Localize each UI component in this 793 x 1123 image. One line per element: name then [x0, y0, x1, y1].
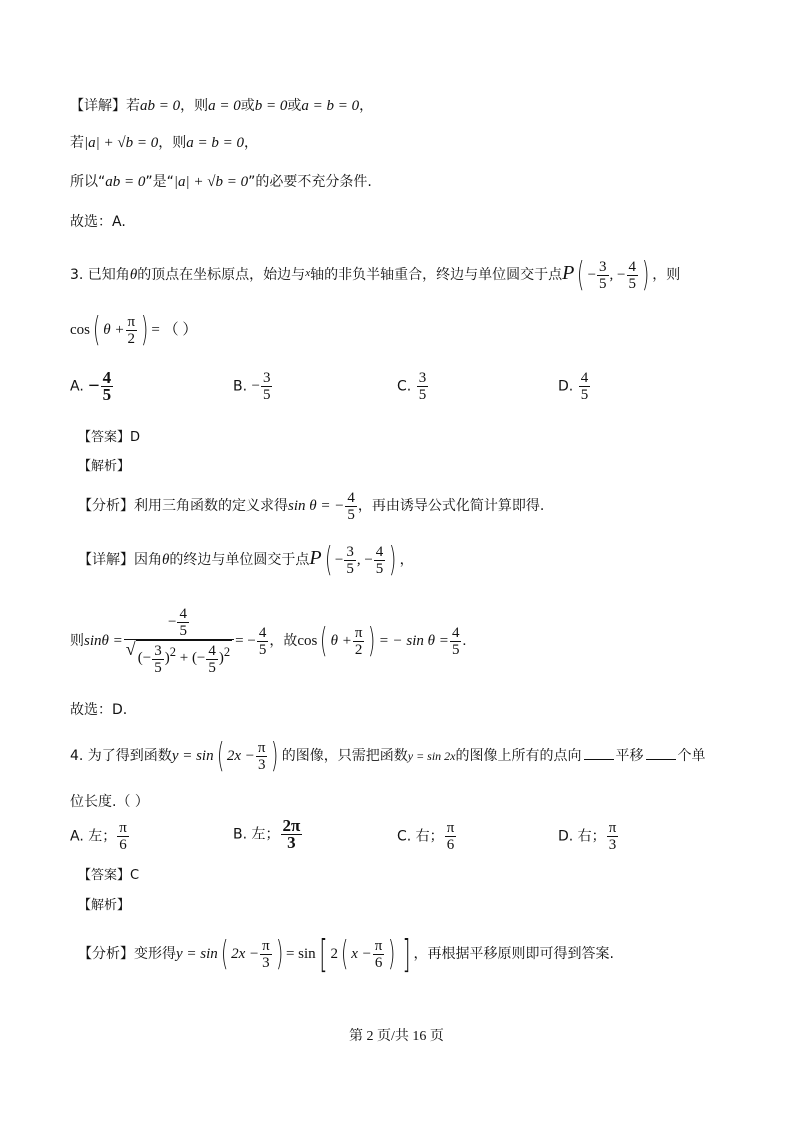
- option-letter: A.: [70, 378, 84, 395]
- fraction: [152, 643, 164, 676]
- detail-text: ”是“: [145, 174, 174, 190]
- fenxi-text: 【分析】利用三角函数的定义求得: [78, 498, 288, 514]
- denominator: 3: [256, 756, 268, 773]
- denominator: 3: [607, 836, 619, 853]
- exponent: 2: [169, 645, 176, 660]
- paren-open: (: [340, 934, 349, 974]
- paren-close: ): [388, 934, 396, 974]
- math: 2x −: [231, 946, 260, 962]
- detail-text: ，则: [180, 98, 209, 114]
- math: cos: [70, 322, 90, 338]
- fraction: [417, 370, 429, 403]
- paren-close: ): [368, 621, 376, 661]
- paren-open: (: [320, 621, 328, 661]
- detail-text: ”的必要不充分条件.: [248, 174, 372, 190]
- option-letter: B.: [233, 378, 248, 395]
- fraction: [627, 259, 639, 292]
- paren-open: (: [324, 540, 332, 580]
- fraction: [260, 938, 272, 971]
- numerator: 4: [258, 624, 267, 641]
- math: −: [587, 267, 597, 283]
- option-4b[interactable]: [233, 818, 303, 851]
- q-text: ，则: [652, 267, 681, 283]
- math: |a| + √b = 0: [84, 135, 159, 151]
- paren-open: (: [577, 255, 585, 295]
- denominator: 5: [179, 623, 187, 640]
- math: θ +: [103, 322, 125, 338]
- fraction: [597, 259, 609, 292]
- fraction: [445, 820, 457, 853]
- q-text: 的图像上所有的点向: [455, 748, 582, 764]
- math: −: [167, 614, 177, 631]
- math: = sin: [285, 946, 316, 962]
- denominator: 6: [445, 836, 457, 853]
- denominator: 5: [347, 506, 355, 523]
- numerator: π: [374, 937, 383, 954]
- detail-text: ，: [359, 98, 374, 114]
- denominator: 2: [126, 330, 138, 347]
- denominator: 5: [208, 659, 216, 676]
- fraction: [126, 314, 138, 347]
- fraction: [281, 818, 303, 851]
- detail-text: ，则: [158, 135, 187, 151]
- math: sin θ = −: [288, 498, 345, 514]
- numerator: 4: [375, 543, 384, 560]
- math: x −: [351, 946, 372, 962]
- detail-text: 或: [240, 98, 255, 114]
- question-3-expression: [70, 312, 197, 348]
- numerator: π: [354, 624, 363, 641]
- q-text: 4. 为了得到函数: [70, 748, 172, 764]
- calc-line: [70, 606, 466, 676]
- fenxi-3: [78, 488, 544, 524]
- math: , −: [356, 552, 373, 568]
- math: −: [88, 375, 100, 397]
- denominator: 5: [262, 387, 271, 403]
- option-3d[interactable]: [558, 370, 591, 403]
- numerator: π: [446, 820, 455, 836]
- denominator: [124, 639, 234, 675]
- fraction: [373, 938, 385, 971]
- choose-line-1: 故选：A.: [70, 214, 126, 230]
- fraction: [261, 370, 273, 403]
- math: P: [309, 547, 322, 569]
- q-text: 的顶点在坐标原点，始边与: [137, 267, 306, 283]
- option-letter: C.: [397, 378, 412, 395]
- math: x: [305, 267, 311, 279]
- paren-open: (: [220, 934, 229, 974]
- fraction: [374, 544, 386, 577]
- bracket-open: [: [318, 932, 328, 976]
- math: ab = 0: [105, 174, 146, 190]
- math: y = sin: [176, 946, 218, 962]
- math: y = sin: [171, 748, 214, 764]
- xiangjie-3: [78, 540, 414, 578]
- q-text: 平移: [615, 748, 644, 764]
- numerator: [124, 606, 234, 639]
- math: = −: [235, 633, 256, 649]
- numerator: 3: [599, 258, 607, 275]
- math: .: [462, 633, 467, 649]
- math: P: [562, 262, 575, 284]
- math: b = 0: [254, 98, 288, 114]
- numerator: 4: [580, 370, 589, 386]
- paren-close: ): [271, 736, 279, 776]
- fraction: [607, 820, 619, 853]
- fraction: [256, 740, 268, 773]
- numerator: π: [257, 739, 266, 756]
- page-footer: 第 2 页/共 16 页: [349, 1029, 444, 1044]
- paren-close: ): [141, 310, 149, 350]
- numerator: 3: [154, 642, 162, 659]
- fraction: [206, 643, 218, 676]
- option-4a[interactable]: [70, 820, 130, 853]
- answer-4: 【答案】C: [78, 868, 140, 883]
- q-text: 3. 已知角: [70, 267, 130, 283]
- denominator: 5: [102, 385, 112, 404]
- fenxi-text: ，再由诱导公式化简计算即得.: [357, 498, 545, 514]
- math: a = b = 0: [186, 135, 244, 151]
- paren-close: ): [641, 255, 650, 295]
- detail-text: 【详解】若: [70, 98, 140, 114]
- math: +: [179, 650, 189, 667]
- math: θ: [129, 267, 138, 283]
- denominator: 2: [353, 641, 365, 658]
- fraction: [257, 625, 269, 658]
- paren-close: ): [275, 934, 283, 974]
- math: −: [334, 552, 344, 568]
- radicand: (− $\frac{3}{5}$ )$^2$ + (− $\frac{4}{5}$ )$^2$: [136, 640, 232, 675]
- math: a = b = 0: [301, 98, 360, 114]
- fraction: [177, 606, 189, 639]
- numerator: 4: [102, 368, 112, 387]
- math: θ +: [330, 633, 352, 649]
- numerator: π: [608, 820, 617, 836]
- exponent: 2: [223, 645, 231, 660]
- detail-text: 的终边与单位圆交于点: [169, 552, 310, 568]
- big-fraction: [124, 606, 234, 675]
- option-letter: D.: [558, 378, 574, 395]
- math: |a| + √b = 0: [173, 174, 249, 190]
- option-3a[interactable]: [70, 370, 114, 403]
- paren-open: (: [92, 310, 101, 350]
- option-3c[interactable]: [397, 370, 429, 403]
- numerator: 4: [179, 606, 187, 623]
- q-text: 个单: [677, 748, 706, 764]
- math: , −: [609, 267, 626, 283]
- q-text: 轴的非负半轴重合，终边与单位圆交于点: [310, 267, 563, 283]
- math: = （ ）: [151, 322, 198, 338]
- detail-line-1: [70, 96, 373, 116]
- numerator: 4: [451, 624, 460, 641]
- math: y = sin 2x: [407, 749, 456, 763]
- fraction: [579, 370, 591, 403]
- math: a = 0: [208, 98, 241, 114]
- numerator: 3: [262, 370, 271, 386]
- numerator: 4: [208, 642, 216, 659]
- option-letter: B. 左；: [233, 826, 280, 843]
- numerator: π: [262, 937, 270, 954]
- q-text: 的图像，只需把函数: [281, 748, 408, 764]
- answer-3: 【答案】D: [78, 430, 141, 445]
- fill-blank-1[interactable]: [584, 745, 614, 760]
- numerator: 4: [628, 258, 636, 275]
- analysis-3: 【解析】: [78, 459, 131, 474]
- fraction: [345, 490, 357, 523]
- math: 2: [330, 946, 338, 962]
- option-letter: D. 右；: [558, 828, 606, 845]
- denominator: 5: [451, 641, 460, 658]
- sqrt: √ (− $\frac{3}{5}$ )$^2$ + (− $\frac{4}{5}$ )$^2$: [125, 639, 231, 676]
- math: ab = 0: [140, 98, 181, 114]
- fill-blank-2[interactable]: [646, 745, 676, 760]
- paren-close: ): [389, 540, 397, 580]
- detail-text: ，故: [269, 633, 298, 649]
- fraction: [353, 625, 365, 658]
- math: −: [251, 378, 260, 394]
- paren-open: (: [216, 736, 224, 776]
- detail-text: ，: [399, 552, 414, 568]
- question-4-cont: 位长度.（ ）: [70, 794, 149, 810]
- math: cos: [297, 633, 318, 649]
- detail-text: 或: [287, 98, 302, 114]
- numerator: 3: [346, 543, 354, 560]
- math: sinθ =: [84, 633, 123, 649]
- detail-line-2: [70, 133, 258, 153]
- math: = − sin θ =: [378, 633, 449, 649]
- option-letter: A. 左；: [70, 828, 117, 845]
- fenxi-text: ，再根据平移原则即可得到答案.: [413, 946, 614, 962]
- denominator: 5: [375, 560, 384, 577]
- option-4c[interactable]: [397, 820, 457, 853]
- fraction: [101, 370, 114, 403]
- detail-text: 【详解】因角: [78, 552, 162, 568]
- detail-text: 所以“: [70, 174, 106, 190]
- option-4d[interactable]: [558, 820, 619, 853]
- detail-text: ，: [243, 135, 258, 151]
- denominator: 3: [260, 954, 272, 971]
- denominator: 5: [580, 387, 589, 403]
- question-4: [70, 738, 706, 774]
- numerator: 3: [418, 370, 427, 386]
- numerator: π: [127, 313, 136, 330]
- question-3: [70, 255, 680, 293]
- fraction: [117, 820, 129, 853]
- denominator: 6: [373, 954, 385, 971]
- denominator: 5: [628, 275, 636, 292]
- bracket-close: ]: [401, 932, 411, 976]
- denominator: 6: [117, 836, 129, 853]
- detail-line-3: [70, 172, 372, 192]
- denominator: 3: [281, 834, 303, 851]
- option-letter: C. 右；: [397, 828, 444, 845]
- fraction: [344, 544, 356, 577]
- denominator: 5: [418, 387, 427, 403]
- numerator: π: [119, 820, 127, 836]
- denominator: 5: [258, 641, 267, 658]
- math: 2x −: [226, 748, 255, 764]
- option-3b[interactable]: [233, 370, 273, 403]
- denominator: 5: [599, 275, 607, 292]
- fenxi-4: [78, 934, 614, 974]
- choose-line-3: 故选：D.: [70, 702, 128, 718]
- math: θ: [162, 552, 170, 568]
- numerator: 2π: [282, 816, 301, 835]
- fenxi-text: 【分析】变形得: [78, 946, 176, 962]
- detail-text: 则: [70, 633, 84, 649]
- fraction: [450, 625, 462, 658]
- detail-text: 若: [70, 135, 84, 151]
- denominator: 5: [346, 560, 354, 577]
- analysis-4: 【解析】: [78, 898, 131, 913]
- denominator: 5: [154, 659, 162, 676]
- numerator: 4: [347, 489, 355, 506]
